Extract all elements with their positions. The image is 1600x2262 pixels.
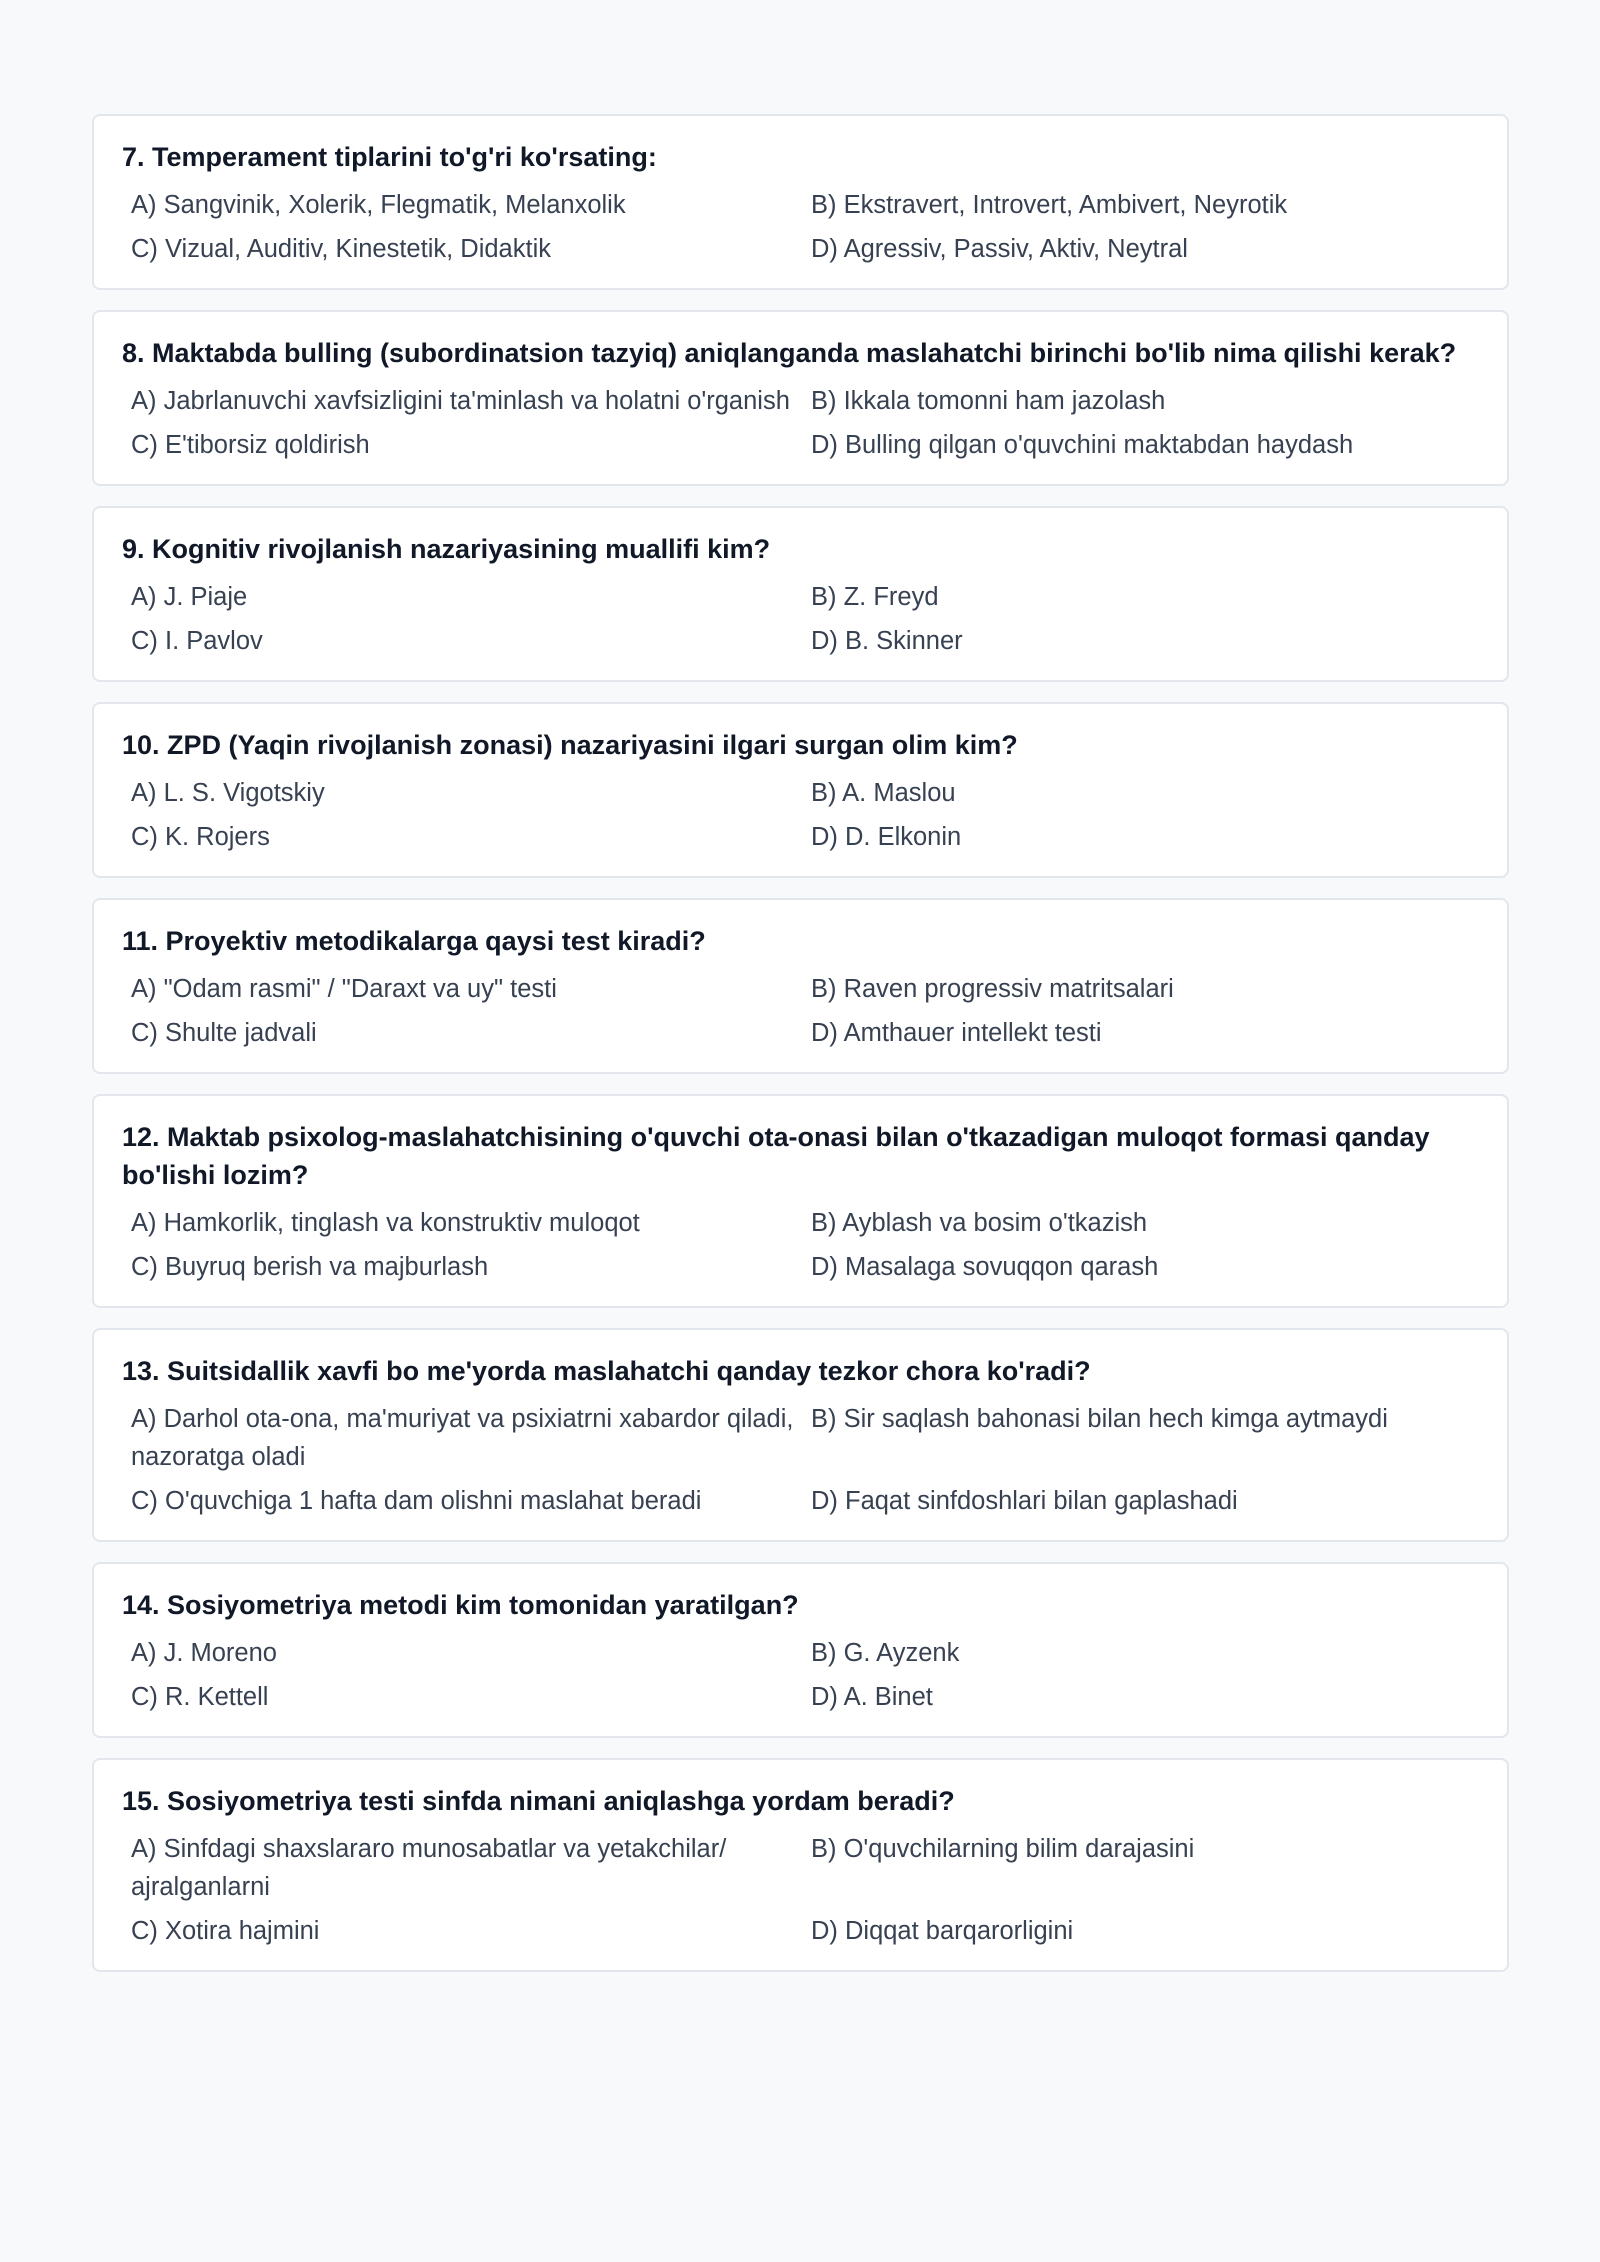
option-b: B) Ikkala tomonni ham jazolash	[811, 387, 1166, 415]
option-a: A) Hamkorlik, tinglash va konstruktiv muloqot	[131, 1209, 640, 1237]
question-card	[92, 114, 1509, 290]
question-title: 12. Maktab psixolog-maslahatchisining o'quvchi ota-onasi bilan o'tkazadigan muloqot formasi qanday bo'lishi lozim?	[122, 1122, 1430, 1190]
option-c: C) K. Rojers	[131, 823, 270, 851]
option-b: B) Raven progressiv matritsalari	[811, 975, 1174, 1003]
option-d: D) Amthauer intellekt testi	[811, 1019, 1102, 1047]
option-d: D) B. Skinner	[811, 627, 963, 655]
option-d: D) Faqat sinfdoshlari bilan gaplashadi	[811, 1487, 1238, 1515]
question-title: 10. ZPD (Yaqin rivojlanish zonasi) nazariyasini ilgari surgan olim kim?	[122, 730, 1018, 760]
option-b: B) Ekstravert, Introvert, Ambivert, Neyrotik	[811, 191, 1288, 219]
option-d: D) Masalaga sovuqqon qarash	[811, 1253, 1159, 1281]
options-grid	[122, 578, 1479, 660]
question-card	[92, 1328, 1509, 1542]
question-card	[92, 506, 1509, 682]
option-c: C) Buyruq berish va majburlash	[131, 1253, 489, 1281]
question-title: 7. Temperament tiplarini to'g'ri ko'rsating:	[122, 142, 657, 172]
option-a: A) L. S. Vigotskiy	[131, 779, 325, 807]
options-grid	[122, 1400, 1479, 1520]
option-b: B) O'quvchilarning bilim darajasini	[811, 1835, 1195, 1863]
question-card	[92, 1094, 1509, 1308]
option-c: C) R. Kettell	[131, 1683, 269, 1711]
option-d: D) Diqqat barqarorligini	[811, 1917, 1074, 1945]
question-title: 11. Proyektiv metodikalarga qaysi test kiradi?	[122, 926, 706, 956]
option-b: B) Sir saqlash bahonasi bilan hech kimga aytmaydi	[811, 1405, 1388, 1433]
question-list	[92, 114, 1509, 1992]
question-card	[92, 1562, 1509, 1738]
question-card	[92, 1758, 1509, 1972]
option-c: C) I. Pavlov	[131, 627, 263, 655]
option-a: A) Darhol ota-ona, ma'muriyat va psixiatrni xabardor qiladi, nazoratga oladi	[131, 1405, 794, 1471]
option-a: A) Jabrlanuvchi xavfsizligini ta'minlash va holatni o'rganish	[131, 387, 790, 415]
question-title: 14. Sosiyometriya metodi kim tomonidan yaratilgan?	[122, 1590, 799, 1620]
question-card	[92, 898, 1509, 1074]
option-c: C) O'quvchiga 1 hafta dam olishni maslahat beradi	[131, 1487, 702, 1515]
option-a: A) J. Moreno	[131, 1639, 277, 1667]
option-b: B) Ayblash va bosim o'tkazish	[811, 1209, 1148, 1237]
options-grid	[122, 970, 1479, 1052]
option-a: A) J. Piaje	[131, 583, 248, 611]
options-grid	[122, 1830, 1479, 1950]
option-a: A) Sinfdagi shaxslararo munosabatlar va yetakchilar/ ajralganlarni	[131, 1835, 727, 1901]
option-b: B) A. Maslou	[811, 779, 956, 807]
option-d: D) A. Binet	[811, 1683, 933, 1711]
option-a: A) "Odam rasmi" / "Daraxt va uy" testi	[131, 975, 557, 1003]
option-c: C) Xotira hajmini	[131, 1917, 320, 1945]
options-grid	[122, 1634, 1479, 1716]
question-title: 13. Suitsidallik xavfi bo me'yorda maslahatchi qanday tezkor chora ko'radi?	[122, 1356, 1091, 1386]
option-d: D) Agressiv, Passiv, Aktiv, Neytral	[811, 235, 1188, 263]
option-c: C) Vizual, Auditiv, Kinestetik, Didaktik	[131, 235, 551, 263]
options-grid	[122, 774, 1479, 856]
option-d: D) D. Elkonin	[811, 823, 962, 851]
option-b: B) G. Ayzenk	[811, 1639, 960, 1667]
option-c: C) Shulte jadvali	[131, 1019, 317, 1047]
question-card	[92, 702, 1509, 878]
option-b: B) Z. Freyd	[811, 583, 939, 611]
options-grid	[122, 1204, 1479, 1286]
options-grid	[122, 382, 1479, 464]
option-c: C) E'tiborsiz qoldirish	[131, 431, 370, 459]
question-card	[92, 310, 1509, 486]
options-grid	[122, 186, 1479, 268]
question-title: 9. Kognitiv rivojlanish nazariyasining muallifi kim?	[122, 534, 771, 564]
question-title: 15. Sosiyometriya testi sinfda nimani aniqlashga yordam beradi?	[122, 1786, 955, 1816]
question-title: 8. Maktabda bulling (subordinatsion tazyiq) aniqlanganda maslahatchi birinchi bo'lib nima qilishi kerak?	[122, 338, 1457, 368]
option-d: D) Bulling qilgan o'quvchini maktabdan haydash	[811, 431, 1354, 459]
option-a: A) Sangvinik, Xolerik, Flegmatik, Melanxolik	[131, 191, 626, 219]
